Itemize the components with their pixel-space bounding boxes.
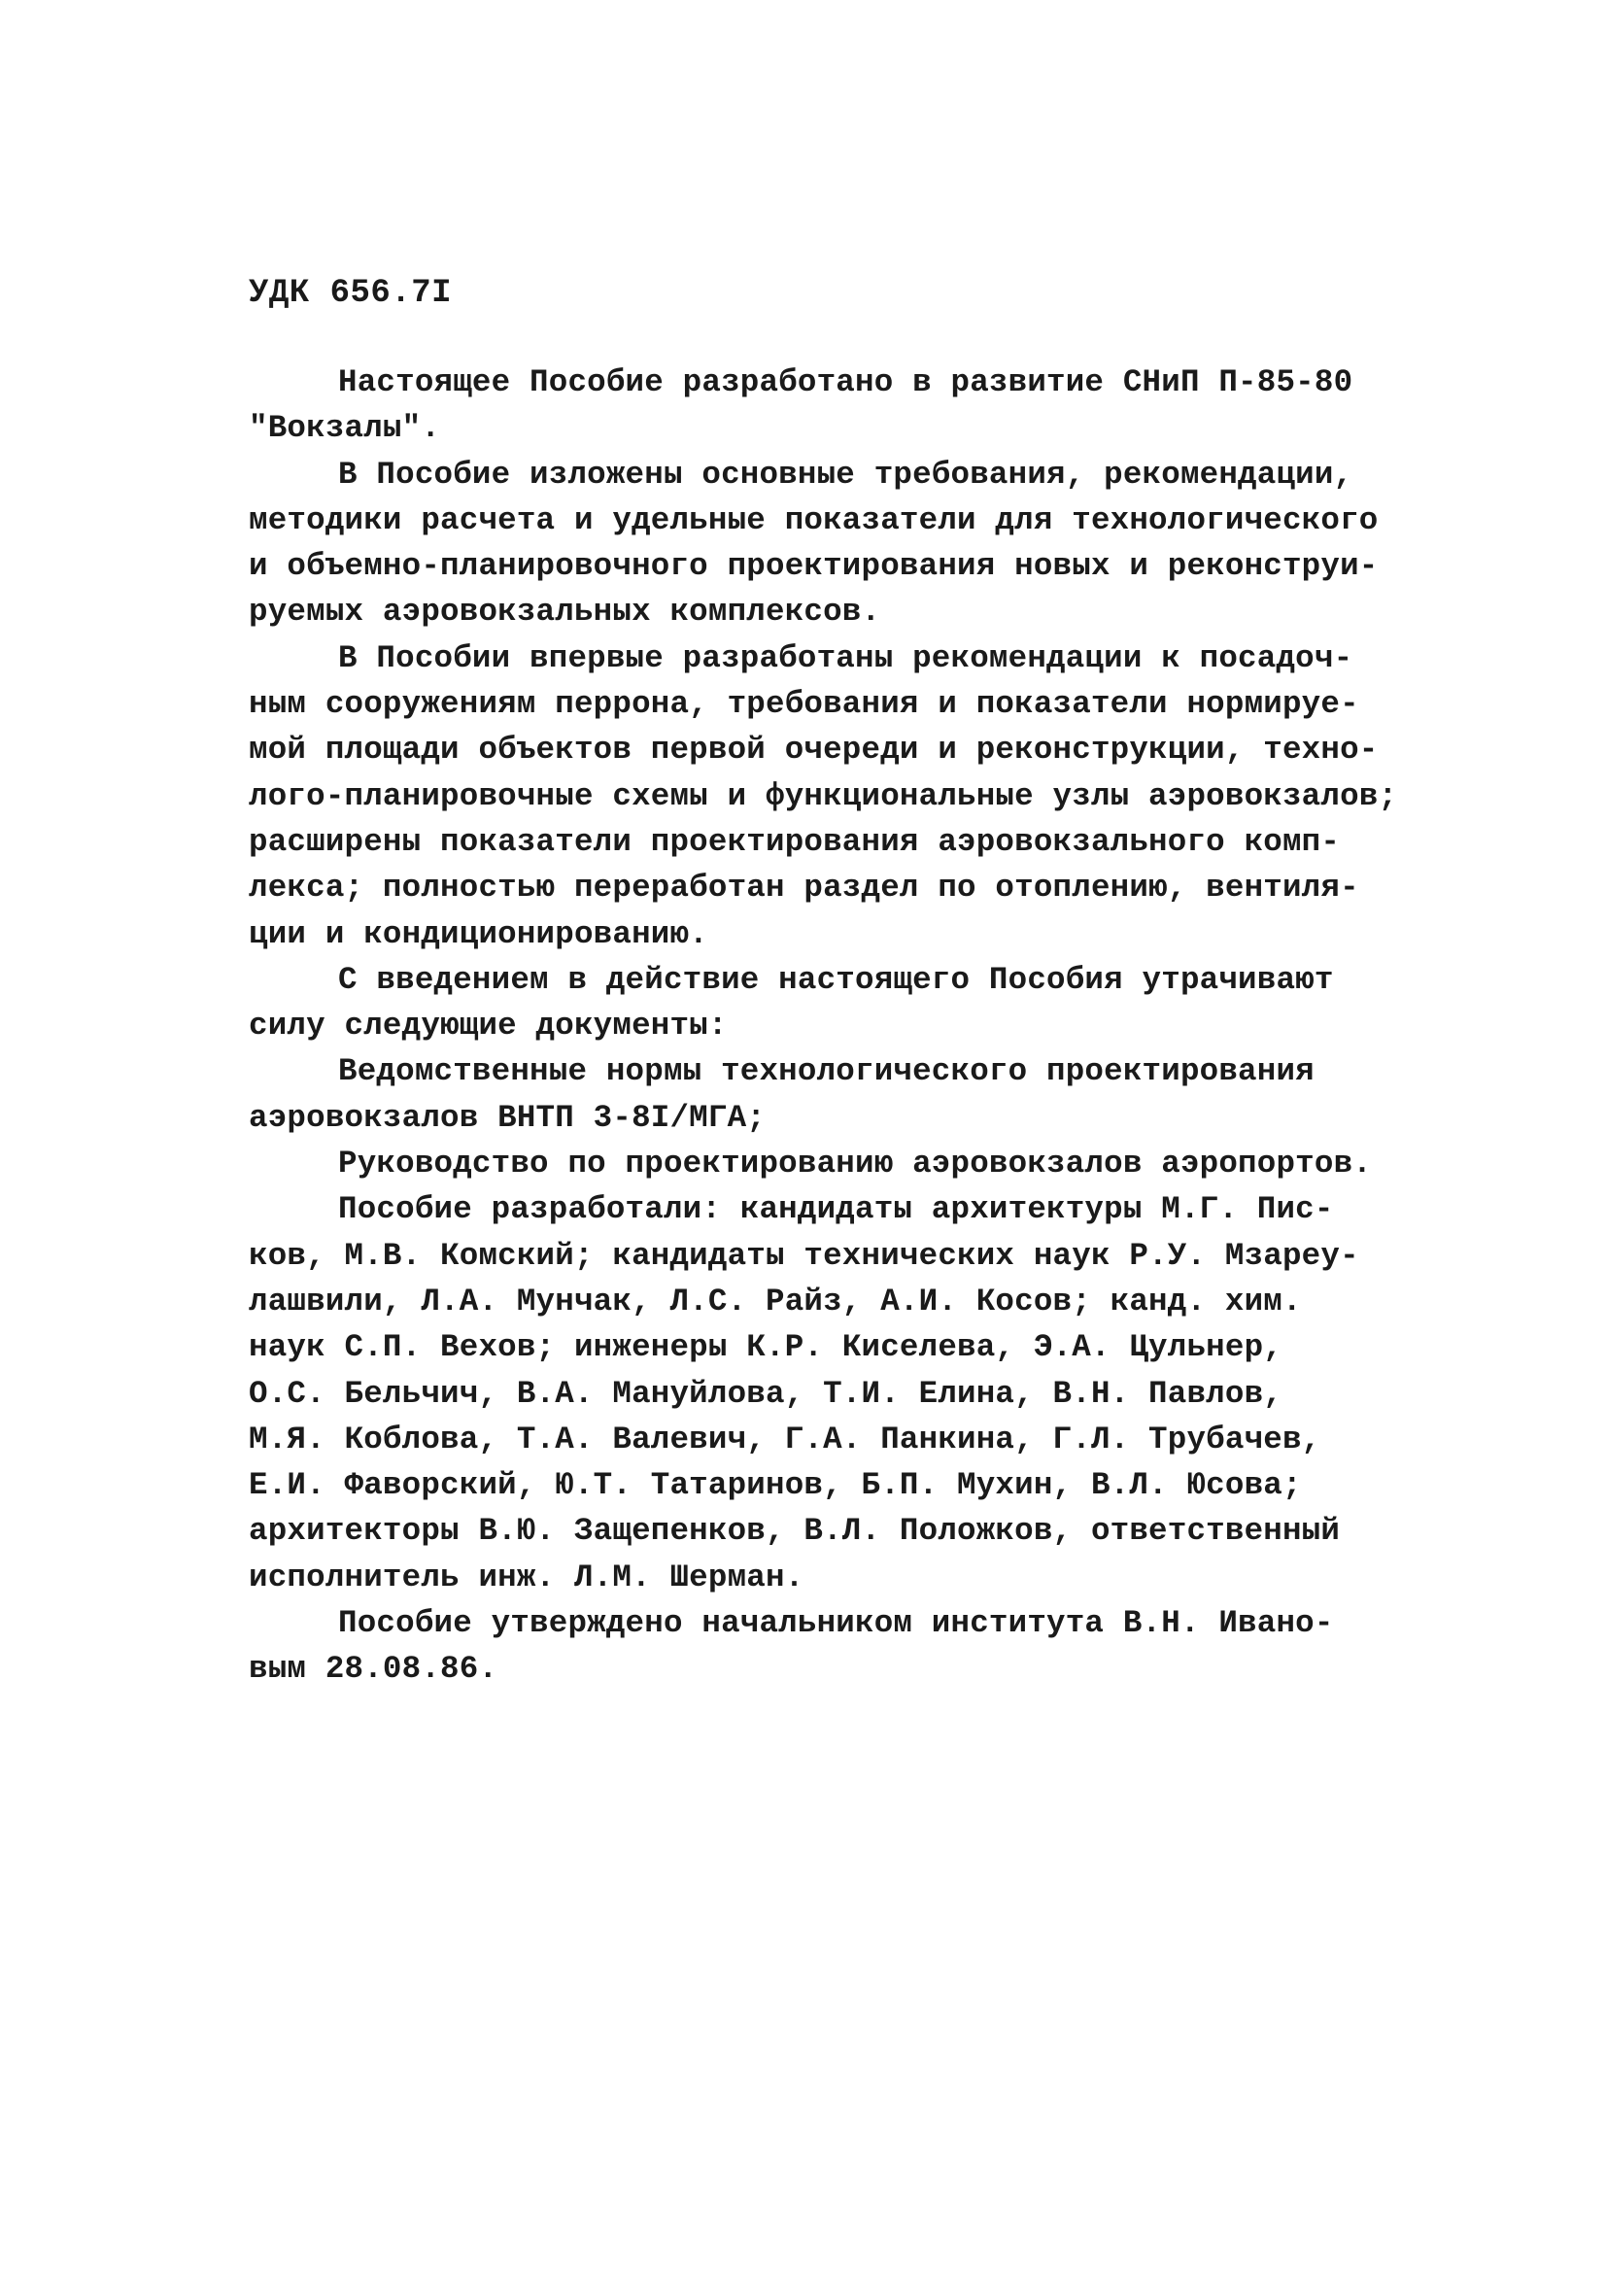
text-line: Пособие разработали: кандидаты архитектуры М.Г. Пис- [338,1191,1334,1228]
text-line: ным сооружениям перрона, требования и показатели нормируе- [249,686,1359,723]
text-line: Руководство по проектированию аэровокзалов аэропортов. [338,1146,1372,1182]
text-line: ции и кондиционированию. [249,915,708,952]
text-line: О.С. Бельчич, В.А. Мануйлова, Т.И. Елина, В.Н. Павлов, [249,1375,1282,1412]
text-line: ков, М.В. Комский; кандидаты технических наук Р.У. Мзареу- [249,1237,1359,1274]
text-line: архитекторы В.Ю. Защепенков, В.Л. Положков, ответственный [249,1513,1341,1550]
text-line: вым 28.08.86. [249,1651,498,1688]
text-line: М.Я. Коблова, Т.А. Валевич, Г.А. Панкина, Г.Л. Трубачев, [249,1421,1321,1457]
text-line: Пособие утверждено начальником института В.Н. Ивано- [338,1605,1334,1642]
text-line: расширены показатели проектирования аэровокзального комп- [249,823,1341,860]
text-line: С введением в действие настоящего Пособия утрачивают [338,961,1334,998]
document-body [249,360,1398,1693]
text-line: лого-планировочные схемы и функциональные узлы аэровокзалов; [249,777,1398,814]
text-line: лашвили, Л.А. Мунчак, Л.С. Райз, А.И. Косов; канд. хим. [249,1283,1302,1319]
text-line: Настоящее Пособие разработано в развитие СНиП П-85-80 [338,364,1353,400]
text-line: мой площади объектов первой очереди и реконструкции, техно- [249,732,1379,769]
text-line: наук С.П. Вехов; инженеры К.Р. Киселева, Э.А. Цульнер, [249,1329,1282,1366]
text-line: Ведомственные нормы технологического проектирования [338,1053,1315,1090]
text-line: В Пособие изложены основные требования, рекомендации, [338,456,1353,493]
text-line: Е.И. Фаворский, Ю.Т. Татаринов, Б.П. Мухин, В.Л. Юсова; [249,1467,1302,1504]
text-line: аэровокзалов ВНТП 3-8I/МГА; [249,1099,766,1136]
udk-code: УДК 656.7I [249,275,453,312]
text-line: силу следующие документы: [249,1008,728,1045]
text-line: руемых аэровокзальных комплексов. [249,594,881,631]
text-line: и объемно-планировочного проектирования новых и реконструи- [249,548,1379,585]
text-line: "Вокзалы". [249,410,441,447]
text-line: методики расчета и удельные показатели для технологического [249,501,1379,538]
text-line: исполнитель инж. Л.М. Шерман. [249,1559,804,1595]
text-line: В Пособии впервые разработаны рекомендации к посадоч- [338,639,1353,676]
text-line: лекса; полностью переработан раздел по отоплению, вентиля- [249,870,1359,907]
